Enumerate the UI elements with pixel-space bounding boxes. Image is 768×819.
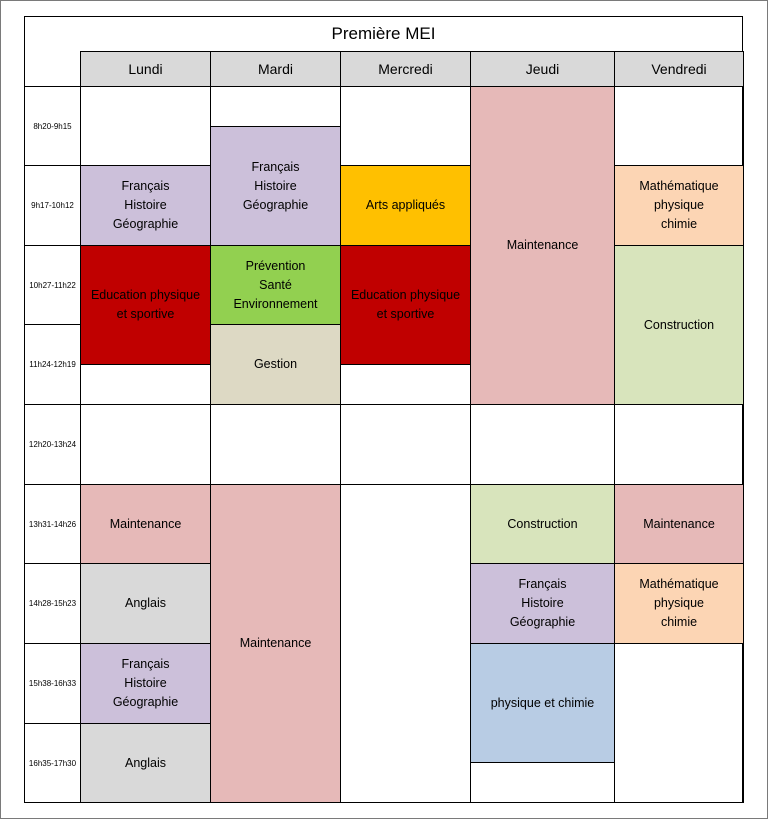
empty-cell — [470, 404, 615, 485]
day-header-mercredi: Mercredi — [340, 51, 471, 87]
time-slot: 11h24-12h19 — [24, 324, 81, 405]
lesson-maintenance — [80, 484, 211, 564]
lesson-anglais — [80, 563, 211, 644]
empty-cell — [340, 484, 471, 803]
lesson-label: Maintenance — [239, 636, 312, 650]
lesson-label: Anglais — [125, 596, 166, 610]
lesson-label: Arts appliqués — [365, 198, 446, 212]
page-title: Première MEI — [331, 23, 436, 43]
empty-cell — [210, 86, 341, 127]
lesson-arts-appliques — [340, 165, 471, 246]
lesson-label: Mathématique physique chimie — [639, 179, 719, 231]
lesson-label: Français Histoire Géographie — [242, 159, 309, 212]
empty-cell — [614, 404, 744, 485]
lesson-education-physique — [80, 245, 211, 365]
lesson-maintenance — [210, 484, 341, 803]
lesson-gestion — [210, 324, 341, 405]
lesson-physique-et-chimie — [470, 643, 615, 763]
lesson-label: Prévention Santé Environnement — [233, 258, 318, 311]
time-slot: 12h20-13h24 — [24, 404, 81, 485]
empty-cell — [614, 86, 744, 166]
lesson-label: Gestion — [253, 357, 298, 371]
lesson-label: Construction — [507, 516, 578, 531]
lesson-label: Français Histoire Géographie — [112, 657, 179, 709]
empty-cell — [340, 404, 471, 485]
lesson-mathematique-physique-chimie — [614, 563, 744, 644]
lesson-maintenance — [470, 86, 615, 405]
lesson-prevention-sante-environnement — [210, 245, 341, 325]
lesson-label: Education physique et sportive — [350, 288, 461, 321]
lesson-label: physique et chimie — [490, 695, 595, 710]
time-slot: 15h38-16h33 — [24, 643, 81, 724]
time-slot: 16h35-17h30 — [24, 723, 81, 803]
lesson-label: Français Histoire Géographie — [112, 179, 179, 231]
lesson-francais-histoire-geographie — [210, 126, 341, 246]
empty-cell — [614, 643, 744, 803]
lesson-mathematique-physique-chimie — [614, 165, 744, 246]
time-slot: 13h31-14h26 — [24, 484, 81, 564]
lesson-label: Construction — [643, 317, 715, 332]
lesson-label: Maintenance — [643, 516, 715, 531]
lesson-label: Anglais — [125, 755, 166, 770]
lesson-francais-histoire-geographie — [80, 165, 211, 246]
empty-cell — [340, 86, 471, 166]
time-slot: 10h27-11h22 — [24, 245, 81, 325]
empty-cell — [210, 404, 341, 485]
time-slot: 8h20-9h15 — [24, 86, 81, 166]
lesson-anglais — [80, 723, 211, 803]
day-header-vendredi: Vendredi — [614, 51, 744, 87]
lesson-maintenance — [614, 484, 744, 564]
empty-cell — [80, 404, 211, 485]
lesson-label: Français Histoire Géographie — [509, 577, 576, 629]
lesson-construction — [470, 484, 615, 564]
lesson-francais-histoire-geographie — [470, 563, 615, 644]
lesson-label: Mathématique physique chimie — [639, 577, 719, 629]
day-header-mardi: Mardi — [210, 51, 341, 87]
day-header-lundi: Lundi — [80, 51, 211, 87]
lesson-label: Maintenance — [109, 516, 182, 531]
empty-cell — [80, 86, 211, 166]
empty-cell — [470, 762, 615, 803]
time-slot: 9h17-10h12 — [24, 165, 81, 246]
lesson-construction — [614, 245, 744, 405]
lesson-label: Education physique et sportive — [90, 288, 201, 321]
lesson-education-physique — [340, 245, 471, 365]
day-header-jeudi: Jeudi — [470, 51, 615, 87]
lesson-francais-histoire-geographie — [80, 643, 211, 724]
time-slot: 14h28-15h23 — [24, 563, 81, 644]
lesson-label: Maintenance — [506, 238, 579, 252]
